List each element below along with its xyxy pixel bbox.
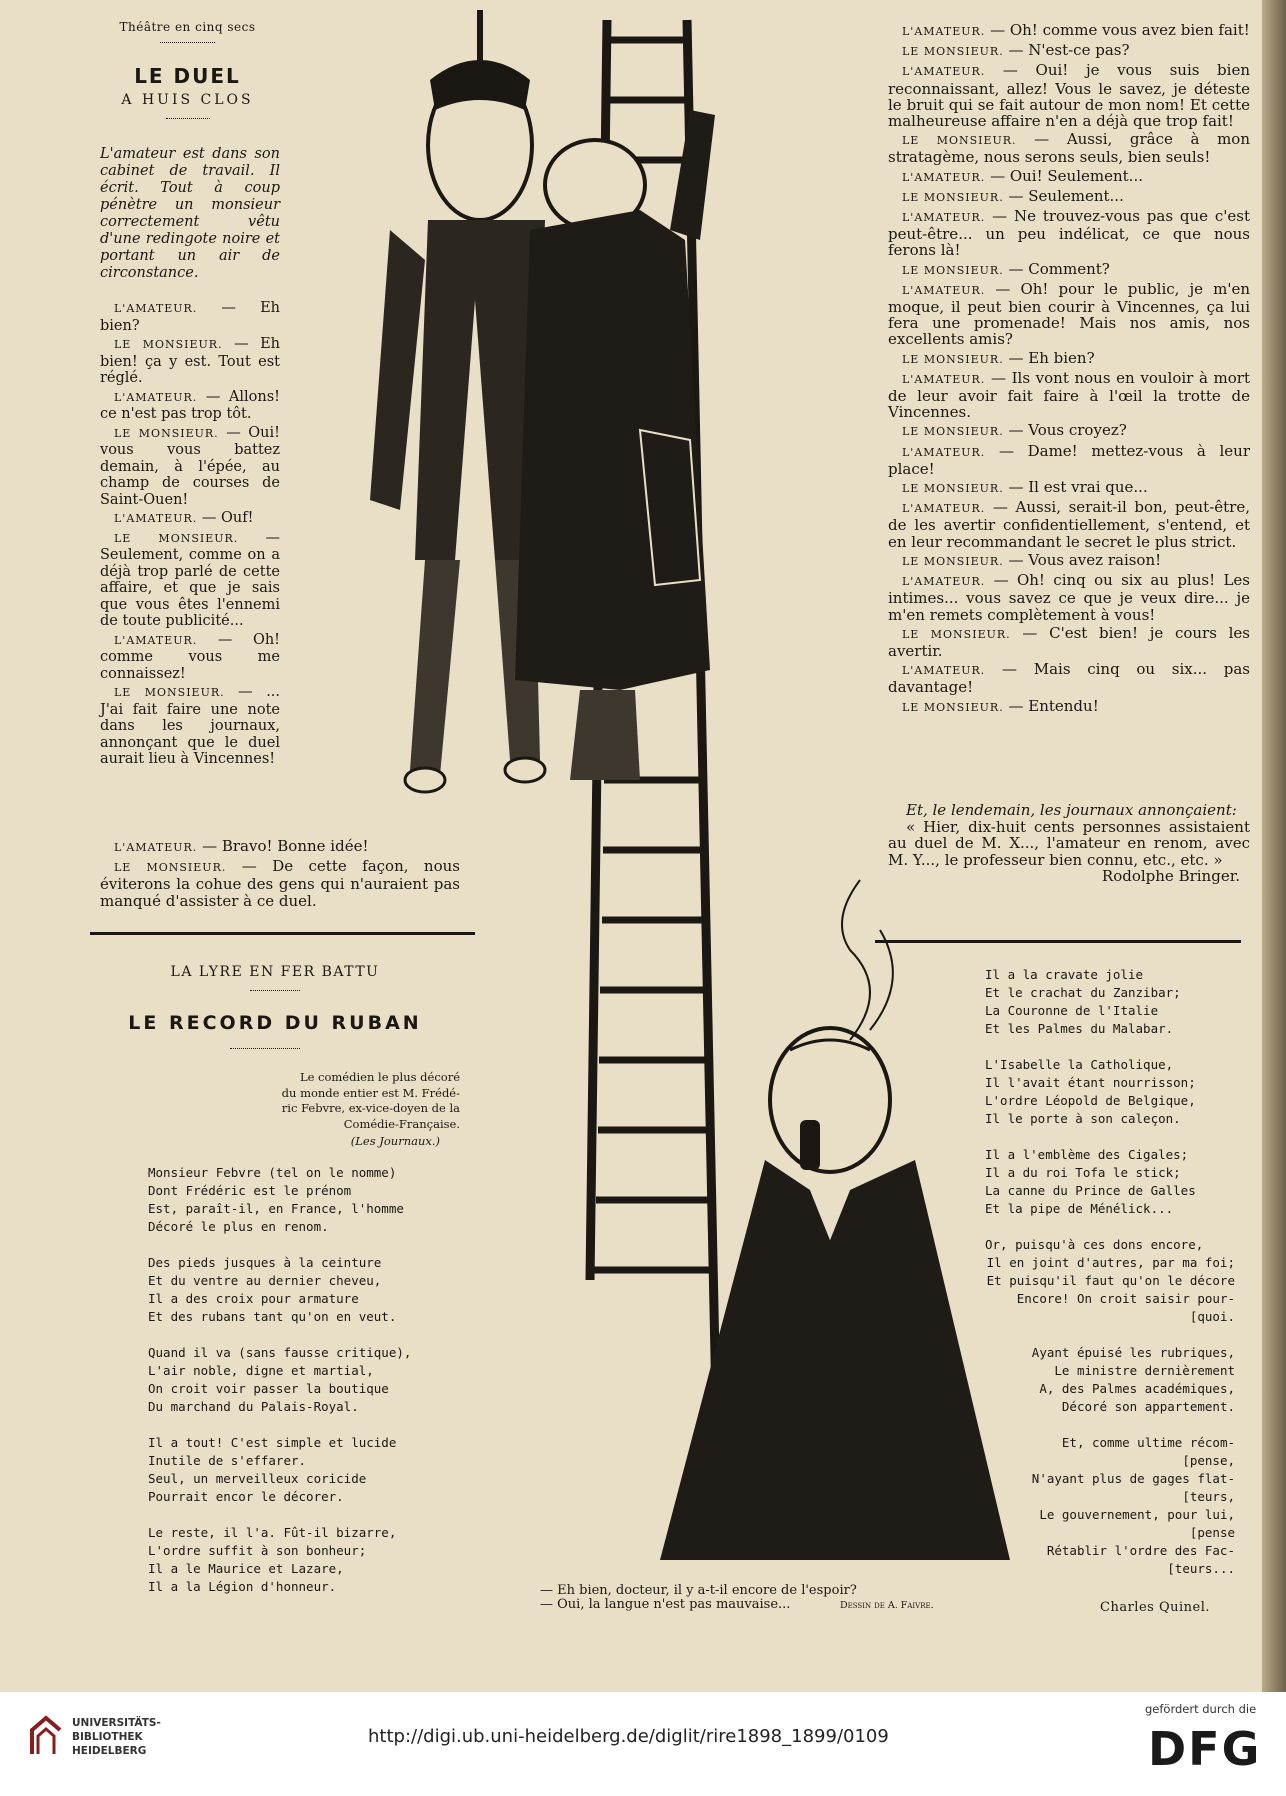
dialogue-line: L'AMATEUR. — Mais cinq ou six... pas davantage! xyxy=(888,660,1250,697)
speech-text: Vous avez raison! xyxy=(1028,550,1162,569)
stage-direction: L'amateur est dans son cabinet de travail. Il écrit. Tout à coup pénètre un monsieur correctement vêtu d'une redingote noire et portant un air de circonstance. xyxy=(100,146,280,281)
speaker-name: L'AMATEUR. xyxy=(114,390,198,404)
speech-text: Eh bien! ça y est. Tout est réglé. xyxy=(100,336,280,386)
speech-text: Eh bien? xyxy=(100,300,280,334)
speaker-name: LE MONSIEUR. xyxy=(902,627,1011,641)
speech-text: Oh! comme vous me connaissez! xyxy=(100,631,280,682)
dialogue-line: LE MONSIEUR. — Eh bien? xyxy=(902,348,1095,367)
speaker-name: LE MONSIEUR. xyxy=(902,45,1004,59)
caption-line-2: — Oui, la langue n'est pas mauvaise... xyxy=(540,1597,791,1612)
library-footer xyxy=(0,1692,1286,1796)
dialogue-line: LE MONSIEUR. — Seulement... xyxy=(902,186,1124,205)
speech-text: Comment? xyxy=(1028,259,1110,278)
series-title: LA LYRE EN FER BATTU xyxy=(170,964,380,980)
speech-text: Mais cinq ou six... pas davantage! xyxy=(888,660,1250,697)
speaker-name: LE MONSIEUR. xyxy=(902,700,1004,714)
speaker-name: L'AMATEUR. xyxy=(902,445,986,459)
speech-text: Oui! Seulement... xyxy=(1009,166,1143,185)
speaker-name: L'AMATEUR. xyxy=(902,372,986,386)
speech-text: Oh! cinq ou six au plus! Les intimes... vous savez ce que je veux dire... je m'en remets complètement à vous! xyxy=(888,571,1250,624)
dialogue-line: LE MONSIEUR. — Eh bien! ça y est. Tout est réglé. xyxy=(100,336,280,386)
speaker-name: L'AMATEUR. xyxy=(114,302,198,315)
dialogue-line: LE MONSIEUR. — Il est vrai que... xyxy=(902,478,1148,497)
poem-verses-left: Monsieur Febvre (tel on le nomme) Dont Frédéric est le prénom Est, paraît-il, en France, l'homme Décoré le plus en renom. Des pieds jusques à la ceinture Et du ventre au dernier cheveu, Il a des croix pour armature Et des rubans tant qu'on en veut. Quand il va (sans fausse critique), L'air noble, digne et martial, On croit voir passer la boutique Du marchand du Palais-Royal. Il a tout! C'est simple et lucide Inutile de s'effarer. Seul, un merveilleux coricide Pourrait encor le décorer. Le reste, il l'a. Fût-il bizarre, L'ordre suffit à son bonheur; Il a le Maurice et Lazare, Il a la Légion d'honneur. xyxy=(148,1165,412,1594)
author-bringer: Rodolphe Bringer. xyxy=(1101,867,1240,885)
speaker-name: LE MONSIEUR. xyxy=(114,338,223,351)
library-name xyxy=(72,1716,161,1758)
epigraph-source: (Les Journaux.) xyxy=(350,1134,440,1148)
speaker-name: LE MONSIEUR. xyxy=(114,686,225,699)
illustration-credit: Dessin de A. Faivre. xyxy=(840,1600,934,1611)
man-on-ladder xyxy=(515,110,715,780)
speaker-name: L'AMATEUR. xyxy=(902,664,986,678)
dialogue-line: L'AMATEUR. — Ouf! xyxy=(114,510,254,526)
speech-text: Oh! comme vous avez bien fait! xyxy=(1009,21,1250,39)
library-name-line: HEIDELBERG xyxy=(72,1745,147,1757)
speech-text: De cette façon, nous éviterons la cohue des gens qui n'auraient pas manqué d'assister à ce duel. xyxy=(100,857,460,910)
speaker-name: LE MONSIEUR. xyxy=(902,263,1004,277)
speech-text: Aussi, serait-il bon, peut-être, de les avertir confidentiellement, s'entend, et en leur recommandant le secret le plus strict. xyxy=(888,498,1250,551)
poem-verses-right: Il a la cravate jolie Et le crachat du Zanzibar; La Couronne de l'Italie Et les Palmes du Malabar. L'Isabelle la Catholique, Il l'avait étant nourrisson; L'ordre Léopold de Belgique, Il le porte à son caleçon. Il a l'emblème des Cigales; Il a du roi Tofa le stick; La canne du Prince de Galles Et la pipe de Ménélick... Or, puisqu'à ces dons encore, xyxy=(985,967,1204,1252)
dialogue-line: L'AMATEUR. — Oh! pour le public, je m'en moque, il peut bien courir à Vincennes, ça lui fera une promenade! Mais nos amis, nos excellents amis? xyxy=(888,279,1250,349)
wavy-divider xyxy=(250,984,300,991)
speech-text: C'est bien! je cours les avertir. xyxy=(888,623,1250,660)
speaker-name: LE MONSIEUR. xyxy=(114,531,239,545)
epilogue-intro: Et, le lendemain, les journaux annonçaient: xyxy=(906,801,1237,819)
dialogue-line: LE MONSIEUR. — ... J'ai fait faire une note dans les journaux, annonçant que le duel aurait lieu à Vincennes! xyxy=(100,684,281,767)
speech-text: Entendu! xyxy=(1028,696,1099,715)
dialogue-line: LE MONSIEUR. — Aussi, grâce à mon stratagème, nous serons seuls, bien seuls! xyxy=(888,130,1250,167)
speech-text: Seulement... xyxy=(1028,186,1124,205)
dotted-divider xyxy=(160,36,215,43)
epigraph-line: Comédie-Française. xyxy=(343,1116,460,1131)
funding-note: gefördert durch die xyxy=(1145,1702,1257,1716)
speech-text: Oui! je vous suis bien reconnaissant, allez! Vous le savez, je déteste le bruit qui se fait autour de mon nom! Et cette malheureuse affaire n'en a déjà que trop fait! xyxy=(888,61,1250,131)
speech-text: Aussi, grâce à mon stratagème, nous serons seuls, bien seuls! xyxy=(888,130,1250,167)
cartoon-illustration xyxy=(330,0,1020,1600)
dialogue-line: LE MONSIEUR. — Vous croyez? xyxy=(902,421,1127,440)
dialogue-line: L'AMATEUR. — Allons! ce n'est pas trop tôt. xyxy=(100,388,280,422)
dialogue-column-left xyxy=(100,300,280,770)
speaker-name: LE MONSIEUR. xyxy=(114,426,219,440)
speaker-name: L'AMATEUR. xyxy=(902,25,986,38)
dialogue-line: L'AMATEUR. — Oh! comme vous avez bien fait! xyxy=(902,21,1250,39)
poem-title: LE RECORD DU RUBAN xyxy=(128,1012,422,1034)
dialogue-line: LE MONSIEUR. — Seulement, comme on a déjà trop parlé de cette affaire, et que je sais que vous êtes l'ennemi de toute publicité... xyxy=(100,529,280,629)
speaker-name: LE MONSIEUR. xyxy=(902,190,1004,204)
wavy-divider xyxy=(166,112,210,119)
speech-text: ... J'ai fait faire une note dans les journaux, annonçant que le duel aurait lieu à Vincennes! xyxy=(100,684,281,767)
speech-text: Ils vont nous en vouloir à mort de leur avoir fait faire à l'œil la trotte de Vincennes. xyxy=(888,368,1250,422)
dialogue-line: LE MONSIEUR. — Oui! vous vous battez demain, à l'épée, au champ de courses de Saint-Ouen! xyxy=(100,424,280,508)
speaker-name: LE MONSIEUR. xyxy=(114,861,227,874)
wavy-divider xyxy=(230,1042,300,1049)
speech-text: Ne trouvez-vous pas que c'est peut-être... un peu indélicat, ce que nous ferons là! xyxy=(888,207,1250,260)
dialogue-line: LE MONSIEUR. — C'est bien! je cours les avertir. xyxy=(888,623,1250,660)
dialogue-line: L'AMATEUR. — Dame! mettez-vous à leur place! xyxy=(888,441,1250,478)
dialogue-line: LE MONSIEUR. — Entendu! xyxy=(902,696,1099,715)
page-gutter xyxy=(1262,0,1286,1692)
speaker-name: L'AMATEUR. xyxy=(902,502,986,516)
library-name-line: UNIVERSITÄTS- xyxy=(72,1717,161,1729)
speech-text: Oui! vous vous battez demain, à l'épée, au champ de courses de Saint-Ouen! xyxy=(100,424,280,508)
dialogue-line: L'AMATEUR. — Eh bien? xyxy=(100,300,280,334)
dfg-logo: DFG xyxy=(1148,1722,1262,1776)
speaker-name: LE MONSIEUR. xyxy=(902,482,1004,496)
epilogue-quote: « Hier, dix-huit cents personnes assistaient au duel de M. X..., l'amateur en renom, avec M. Y..., le professeur bien connu, etc., etc. » xyxy=(888,817,1250,869)
dialogue-line: L'AMATEUR. — Oui! Seulement... xyxy=(902,166,1143,185)
dialogue-line: L'AMATEUR. — Ne trouvez-vous pas que c'est peut-être... un peu indélicat, ce que nous ferons là! xyxy=(888,207,1250,260)
duel-title: LE DUEL xyxy=(134,64,241,88)
speaker-name: LE MONSIEUR. xyxy=(902,352,1004,366)
speaker-name: LE MONSIEUR. xyxy=(902,134,1017,148)
dialogue-line: L'AMATEUR. — Oh! cinq ou six au plus! Les intimes... vous savez ce que je veux dire... je m'en remets complètement à vous! xyxy=(888,571,1250,624)
epigraph-line: Le comédien le plus décoré xyxy=(299,1070,460,1084)
library-name-line: BIBLIOTHEK xyxy=(72,1731,143,1743)
dialogue-line: LE MONSIEUR. — Comment? xyxy=(902,259,1110,278)
dialogue-line: L'AMATEUR. — Bravo! Bonne idée! xyxy=(114,837,369,855)
author-quinel: Charles Quinel. xyxy=(1100,1600,1210,1615)
source-url-link[interactable]: http://digi.ub.uni-heidelberg.de/diglit/rire1898_1899/0109 xyxy=(368,1726,889,1747)
speech-text: Ouf! xyxy=(221,510,254,526)
speech-text: Allons! ce n'est pas trop tôt. xyxy=(100,388,280,422)
epigraph-line: du monde entier est M. Frédé- xyxy=(281,1085,460,1100)
epigraph-line: ric Febvre, ex-vice-doyen de la xyxy=(281,1101,460,1115)
section-header: Théâtre en cinq secs xyxy=(119,20,256,34)
illustration-caption xyxy=(540,1584,857,1612)
dialogue-line: LE MONSIEUR. — De cette façon, nous éviterons la cohue des gens qui n'auraient pas manqué d'assister à ce duel. xyxy=(100,857,460,910)
dialogue-line: L'AMATEUR. — Aussi, serait-il bon, peut-être, de les avertir confidentiellement, s'entend, et en leur recommandant le secret le plus strict. xyxy=(888,498,1250,551)
dialogue-line: L'AMATEUR. — Ils vont nous en vouloir à mort de leur avoir fait faire à l'œil la trotte de Vincennes. xyxy=(888,368,1250,422)
caption-line-1: — Eh bien, docteur, il y a-t-il encore de l'espoir? xyxy=(540,1583,857,1598)
duel-subtitle: A HUIS CLOS xyxy=(121,92,254,108)
speech-text: Seulement, comme on a déjà trop parlé de cette affaire, et que je sais que vous êtes l'ennemi de toute publicité... xyxy=(100,547,280,629)
speech-text: Dame! mettez-vous à leur place! xyxy=(888,441,1250,478)
speaker-name: L'AMATEUR. xyxy=(902,65,986,79)
dialogue-line: L'AMATEUR. — Oui! je vous suis bien reconnaissant, allez! Vous le savez, je déteste le bruit qui se fait autour de mon nom! Et cette malheureuse affaire n'en a déjà que trop fait! xyxy=(888,61,1250,131)
poem-verses-right-continued: Il en joint d'autres, par ma foi; Et puisqu'il faut qu'on le décore Encore! On croit saisir pour- [quoi. Ayant épuisé les rubriques, Le ministre dernièrement A, des Palmes académiques, Décoré son appartement. Et, comme ultime récom- [pense, N'ayant plus de gages flat- [teurs, Le gouvernement, pour lui, [pense Rétablir l'ordre des Fac- [teurs... xyxy=(986,1255,1235,1576)
dialogue-line: L'AMATEUR. — Oh! comme vous me connaissez! xyxy=(100,631,280,682)
speech-text: Eh bien? xyxy=(1028,348,1095,367)
speech-text: Bravo! Bonne idée! xyxy=(221,837,369,855)
speech-text: Il est vrai que... xyxy=(1028,478,1148,497)
library-logo-icon xyxy=(28,1714,64,1758)
speaker-name: L'AMATEUR. xyxy=(902,211,986,225)
speaker-name: L'AMATEUR. xyxy=(902,283,986,297)
speaker-name: L'AMATEUR. xyxy=(114,633,198,647)
speaker-name: LE MONSIEUR. xyxy=(902,425,1004,439)
speaker-name: L'AMATEUR. xyxy=(902,170,986,184)
dialogue-line: LE MONSIEUR. — N'est-ce pas? xyxy=(902,41,1130,60)
speaker-name: L'AMATEUR. xyxy=(114,512,198,525)
speech-text: N'est-ce pas? xyxy=(1028,41,1130,60)
dialogue-line: LE MONSIEUR. — Vous avez raison! xyxy=(902,550,1162,569)
speaker-name: L'AMATEUR. xyxy=(902,575,986,589)
speaker-name: L'AMATEUR. xyxy=(114,841,198,854)
speaker-name: LE MONSIEUR. xyxy=(902,554,1004,568)
speech-text: Oh! pour le public, je m'en moque, il peut bien courir à Vincennes, ça lui fera une promenade! Mais nos amis, nos excellents amis? xyxy=(888,279,1250,349)
speech-text: Vous croyez? xyxy=(1028,421,1127,440)
